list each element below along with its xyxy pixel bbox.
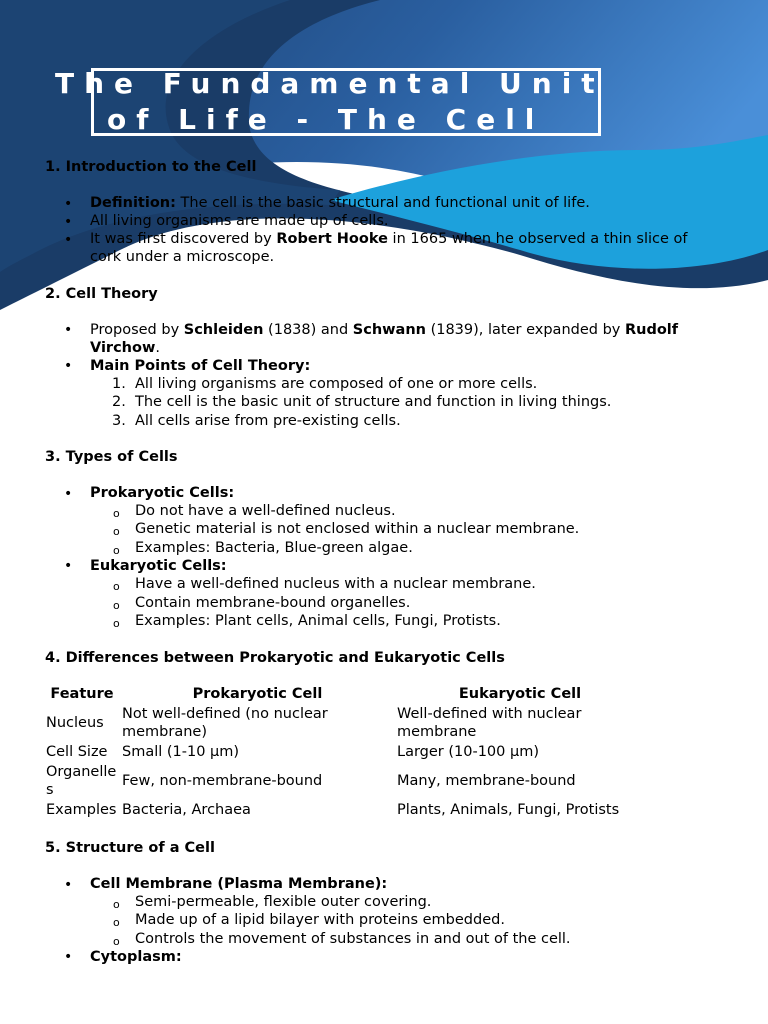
table-cell: Organelle s: [46, 763, 117, 798]
table-row: [44, 704, 645, 741]
sub-list-item: Genetic material is not enclosed within a nuclear membrane.: [135, 521, 580, 537]
bullet-marker: •: [64, 949, 73, 965]
sub-bullet-marker: o: [113, 525, 120, 538]
column-header: Prokaryotic Cell: [192, 686, 323, 702]
table-header-row: [44, 684, 645, 704]
section-3-heading: 3. Types of Cells: [45, 449, 178, 465]
table-cell: Nucleus: [46, 714, 104, 731]
main-points-label: Main Points of Cell Theory:: [90, 358, 311, 374]
definition-label: Definition:: [90, 195, 176, 211]
point-text: All living organisms are composed of one or more cells.: [135, 376, 538, 392]
table-cell: Cell Size: [46, 743, 108, 760]
column-header: Eukaryotic Cell: [458, 686, 582, 702]
title-line-2: of Life - The Cell: [107, 103, 545, 136]
definition-text: The cell is the basic structural and functional unit of life.: [175, 195, 590, 211]
cell-membrane-label: Cell Membrane (Plasma Membrane):: [90, 876, 388, 892]
sub-bullet-marker: o: [113, 507, 120, 520]
prokaryotic-label: Prokaryotic Cells:: [90, 485, 235, 501]
bullet-marker: •: [64, 214, 73, 230]
table-row: [44, 762, 645, 799]
list-item-continuation: Virchow.: [90, 340, 160, 356]
section-2-heading: 2. Cell Theory: [45, 286, 158, 302]
table-cell: Examples: [46, 801, 117, 818]
comparison-table: [44, 684, 645, 820]
sub-bullet-marker: o: [113, 544, 120, 557]
bullet-marker: •: [64, 322, 73, 338]
point-number: 1.: [112, 376, 126, 392]
sub-bullet-marker: o: [113, 617, 120, 630]
table-row: [44, 741, 645, 762]
bullet-marker: •: [64, 486, 73, 502]
table-cell: Many, membrane-bound: [397, 772, 576, 789]
sub-bullet-marker: o: [113, 580, 120, 593]
definition-item: [90, 194, 590, 212]
sub-bullet-marker: o: [113, 898, 120, 911]
point-text: All cells arise from pre-existing cells.: [135, 413, 401, 429]
bullet-marker: •: [64, 877, 73, 893]
bullet-marker: •: [64, 196, 73, 212]
sub-list-item: Have a well-defined nucleus with a nuclear membrane.: [135, 576, 536, 592]
table-cell: Plants, Animals, Fungi, Protists: [397, 801, 620, 818]
column-header: Feature: [50, 686, 114, 702]
table-row: [44, 799, 645, 820]
sub-list-item: Semi-permeable, flexible outer covering.: [135, 894, 432, 910]
table-cell: Well-defined with nuclear membrane: [397, 705, 582, 740]
table-cell: Not well-defined (no nuclear membrane): [122, 705, 328, 740]
sub-list-item: Made up of a lipid bilayer with proteins embedded.: [135, 912, 505, 928]
point-number: 2.: [112, 394, 126, 410]
list-item: It was first discovered by Robert Hooke in 1665 when he observed a thin slice of: [90, 231, 688, 247]
point-number: 3.: [112, 413, 126, 429]
table-cell: Larger (10-100 µm): [397, 743, 539, 760]
eukaryotic-label: Eukaryotic Cells:: [90, 558, 227, 574]
section-5-heading: 5. Structure of a Cell: [45, 840, 215, 856]
list-item: All living organisms are made up of cells.: [90, 213, 389, 229]
page-title: [55, 66, 605, 138]
bullet-marker: •: [64, 558, 73, 574]
table-cell: Few, non-membrane-bound: [122, 772, 323, 789]
sub-list-item: Examples: Plant cells, Animal cells, Fungi, Protists.: [135, 613, 501, 629]
section-1-heading: 1. Introduction to the Cell: [45, 159, 257, 175]
list-item-continuation: cork under a microscope.: [90, 249, 275, 265]
sub-list-item: Contain membrane-bound organelles.: [135, 595, 411, 611]
sub-bullet-marker: o: [113, 916, 120, 929]
sub-list-item: Examples: Bacteria, Blue-green algae.: [135, 540, 413, 556]
list-item: Proposed by Schleiden (1838) and Schwann (1839), later expanded by Rudolf: [90, 322, 679, 338]
table-cell: Small (1-10 µm): [122, 743, 240, 760]
sub-bullet-marker: o: [113, 599, 120, 612]
sub-list-item: Controls the movement of substances in and out of the cell.: [135, 931, 571, 947]
sub-bullet-marker: o: [113, 935, 120, 948]
title-line-1: The Fundamental Unit: [55, 67, 605, 100]
cytoplasm-label: Cytoplasm:: [90, 949, 182, 965]
sub-list-item: Do not have a well-defined nucleus.: [135, 503, 396, 519]
bullet-marker: •: [64, 232, 73, 248]
bullet-marker: •: [64, 358, 73, 374]
section-4-heading: 4. Differences between Prokaryotic and Eukaryotic Cells: [45, 650, 505, 666]
table-cell: Bacteria, Archaea: [122, 801, 251, 818]
point-text: The cell is the basic unit of structure and function in living things.: [135, 394, 612, 410]
